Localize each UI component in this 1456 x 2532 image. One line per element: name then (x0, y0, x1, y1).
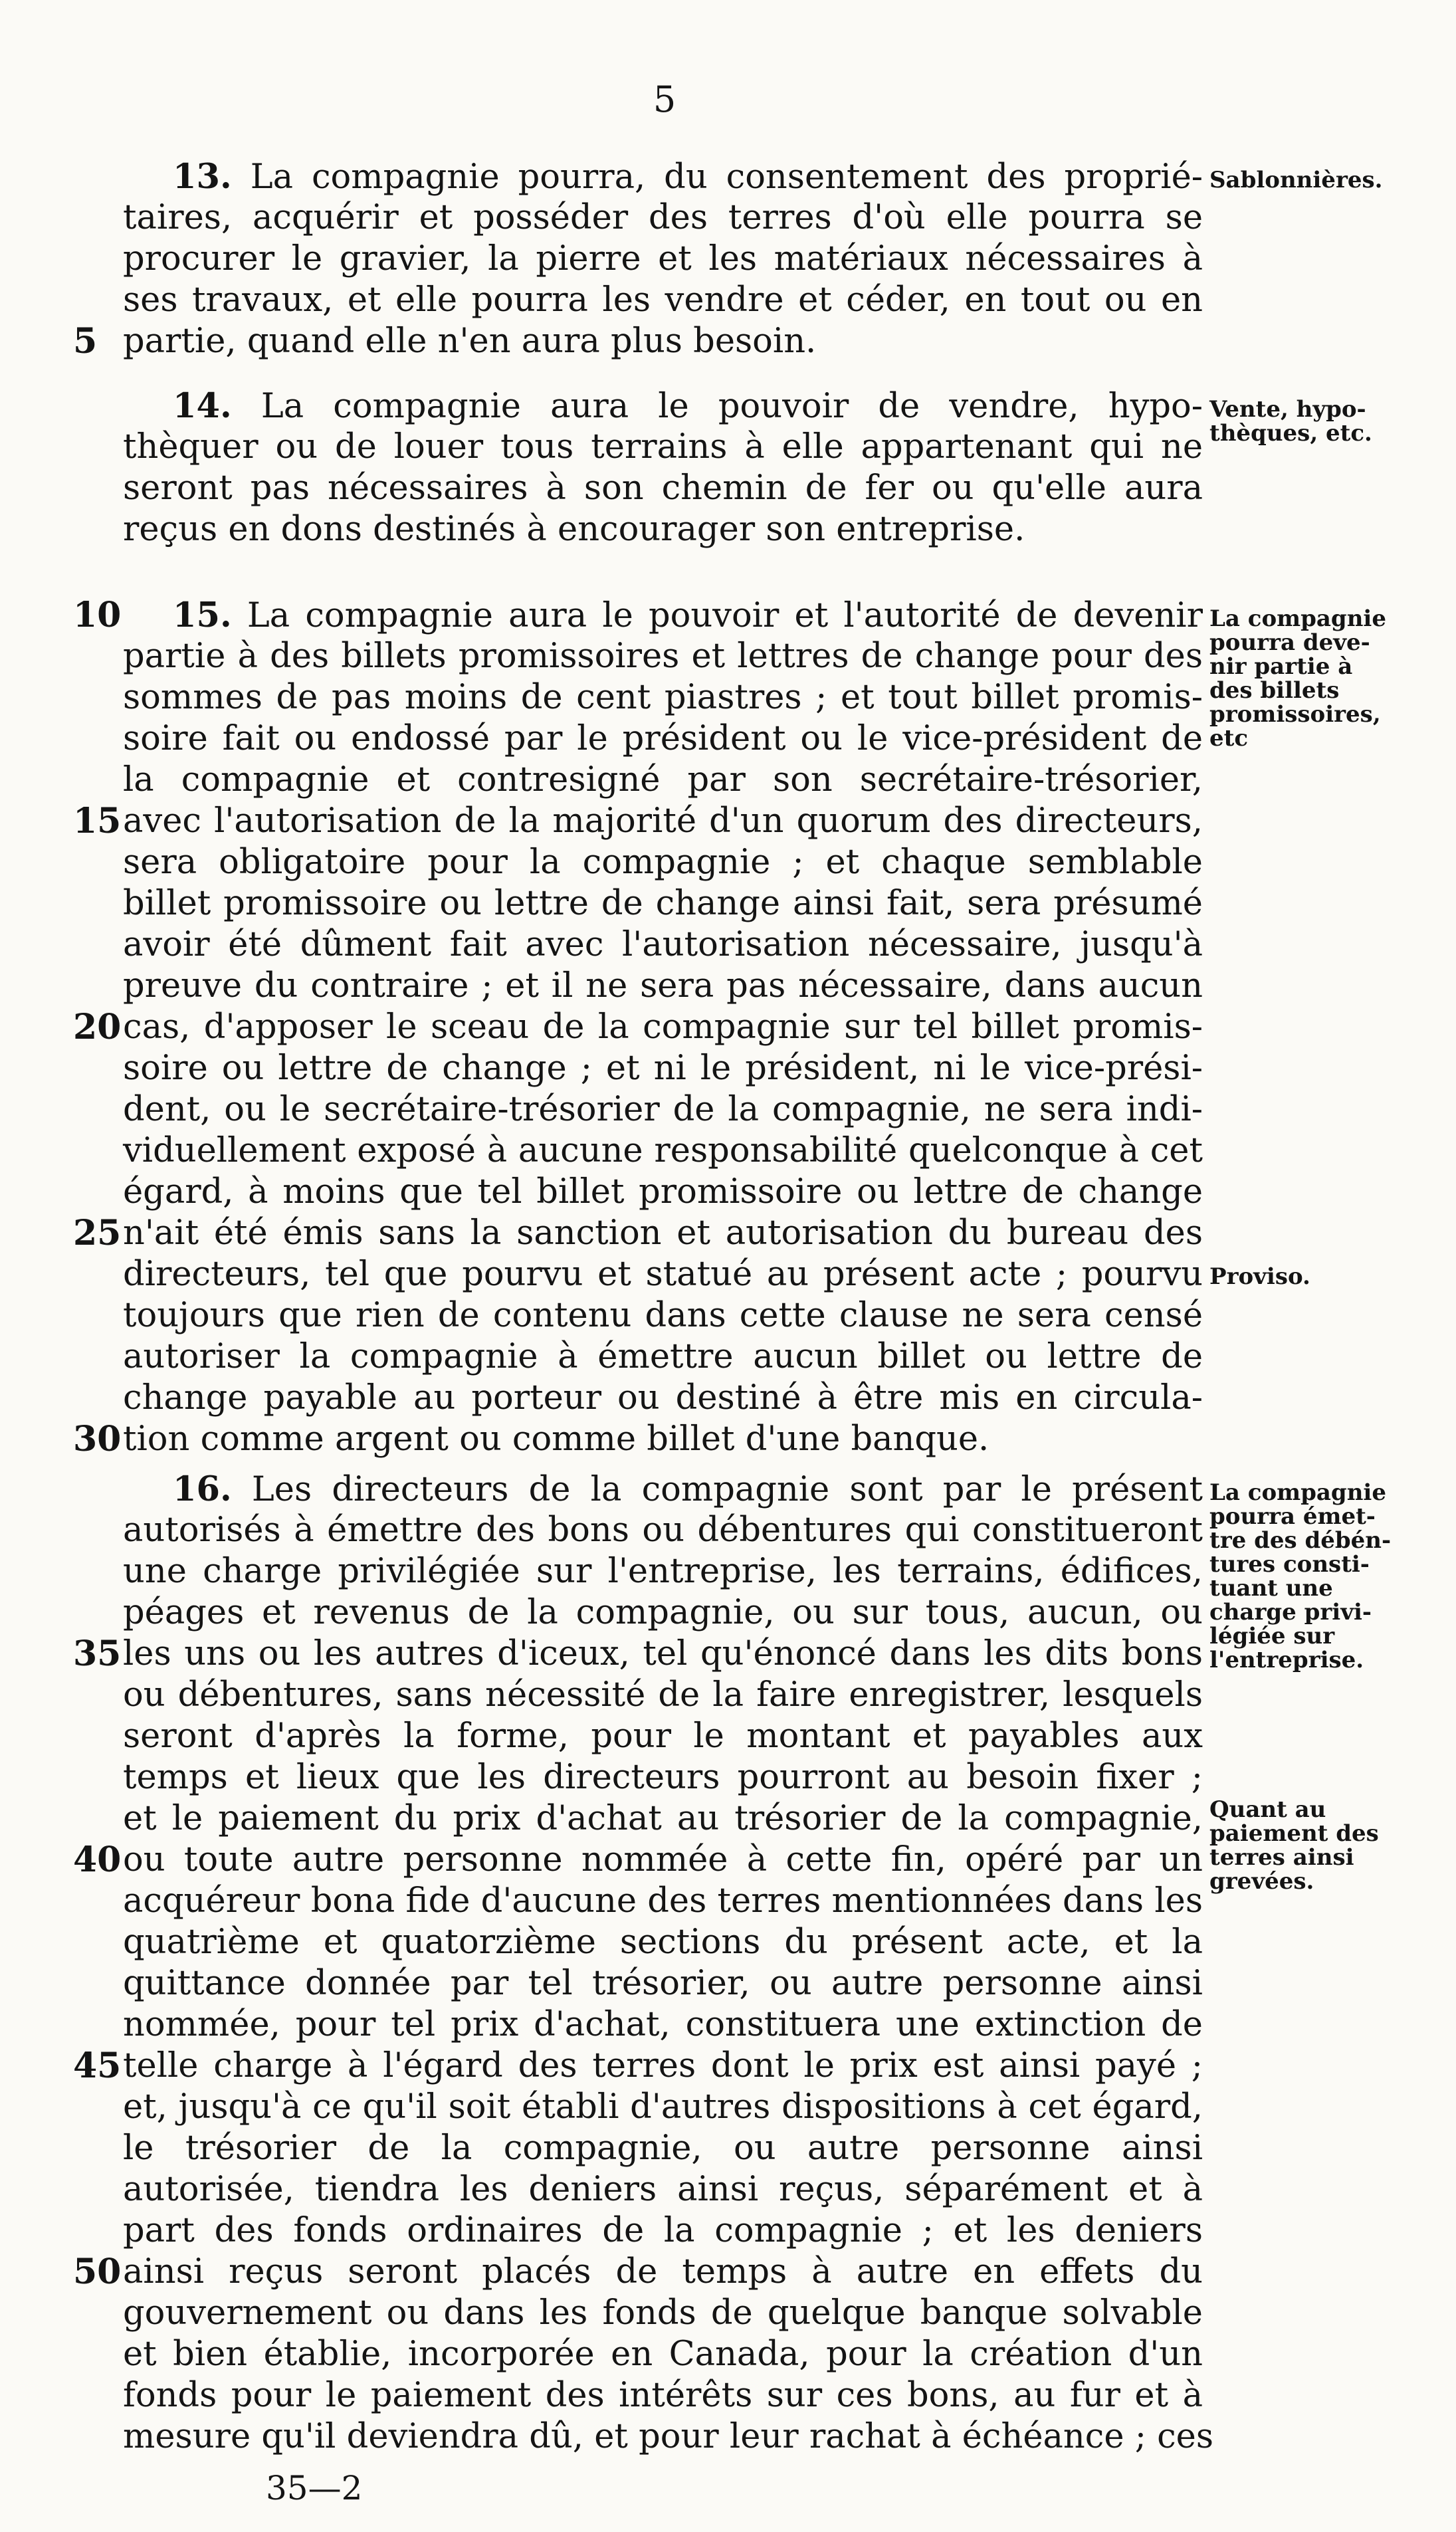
margin-note: Quant au paiement des terres ainsi grevées. (1209, 1796, 1379, 1895)
section-number: 16. (173, 1469, 232, 1509)
section-number: 14. (173, 386, 232, 426)
text-line: tion comme argent ou comme billet d'une banque. (123, 1420, 989, 1459)
section-14-text (123, 385, 1203, 550)
text-line: 15. La compagnie aura le pouvoir et l'autorité de devenir (173, 595, 1203, 635)
text-line: sera obligatoire pour la compagnie ; et chaque semblable (123, 843, 1203, 882)
line-number: 45 (73, 2046, 122, 2086)
text-line: sommes de pas moins de cent piastres ; et tout billet promis- (123, 678, 1203, 717)
text-line: égard, à moins que tel billet promissoire ou lettre de change (123, 1172, 1203, 1212)
text-line: mesure qu'il deviendra dû, et pour leur rachat à échéance ; ces (123, 2417, 1214, 2456)
text-line: thèquer ou de louer tous terrains à elle appartenant qui ne (123, 427, 1203, 467)
text-line: et le paiement du prix d'achat au trésorier de la compagnie, (123, 1799, 1203, 1838)
text-line: billet promissoire ou lettre de change ainsi fait, sera présumé (123, 884, 1203, 923)
text-line: seront pas nécessaires à son chemin de fer ou qu'elle aura (123, 469, 1203, 508)
text-line: quatrième et quatorzième sections du présent acte, et la (123, 1923, 1203, 1962)
line-number: 25 (73, 1213, 122, 1253)
text-line: partie, quand elle n'en aura plus besoin. (123, 322, 817, 361)
text-line: la compagnie et contresigné par son secrétaire-trésorier, (123, 760, 1203, 799)
text-line: viduellement exposé à aucune responsabilité quelconque à cet (123, 1131, 1203, 1170)
line-number: 35 (73, 1634, 122, 1674)
text-line: et bien établie, incorporée en Canada, pour la création d'un (123, 2335, 1203, 2374)
text-line: toujours que rien de contenu dans cette clause ne sera censé (123, 1296, 1203, 1335)
text-line: une charge privilégiée sur l'entreprise, les terrains, édifices, (123, 1552, 1203, 1591)
section-number: 15. (173, 595, 232, 635)
text-line: quittance donnée par tel trésorier, ou autre personne ainsi (123, 1964, 1203, 2003)
text-line: fonds pour le paiement des intérêts sur ces bons, au fur et à (123, 2376, 1203, 2415)
text-line: cas, d'apposer le sceau de la compagnie sur tel billet promis- (123, 1007, 1203, 1047)
text-line: 13. La compagnie pourra, du consentement des proprié- (173, 157, 1203, 197)
text-line: directeurs, tel que pourvu et statué au présent acte ; pourvu (123, 1255, 1203, 1294)
section-15-text (123, 595, 1203, 1460)
text-line: dent, ou le secrétaire-trésorier de la compagnie, ne sera indi- (123, 1090, 1203, 1129)
text-line: telle charge à l'égard des terres dont le prix est ainsi payé ; (123, 2046, 1203, 2085)
signature-mark: 35—2 (266, 2469, 363, 2507)
line-number: 5 (73, 321, 98, 362)
text-line: seront d'après la forme, pour le montant et payables aux (123, 1717, 1203, 1756)
line-number: 30 (73, 1419, 122, 1459)
margin-note: Vente, hypo- thèques, etc. (1209, 396, 1372, 447)
text-line: part des fonds ordinaires de la compagnie ; et les deniers (123, 2211, 1203, 2250)
margin-note: Sablonnières. (1209, 167, 1383, 193)
text-line: autorisée, tiendra les deniers ainsi reçus, séparément et à (123, 2170, 1203, 2209)
text-line: ou débentures, sans nécessité de la faire enregistrer, lesquels (123, 1675, 1203, 1715)
text-line: preuve du contraire ; et il ne sera pas nécessaire, dans aucun (123, 966, 1203, 1005)
text-line: nommée, pour tel prix d'achat, constituera une extinction de (123, 2005, 1203, 2044)
section-16-text (123, 1469, 1214, 2458)
text-line: soire fait ou endossé par le président ou le vice-président de (123, 719, 1203, 758)
text-line: change payable au porteur ou destiné à être mis en circula- (123, 1378, 1203, 1418)
text-line: autoriser la compagnie à émettre aucun billet ou lettre de (123, 1337, 1203, 1376)
section-number: 13. (173, 157, 232, 197)
text-line: n'ait été émis sans la sanction et autorisation du bureau des (123, 1213, 1203, 1253)
text-line: soire ou lettre de change ; et ni le président, ni le vice-prési- (123, 1049, 1203, 1088)
text-line: autorisés à émettre des bons ou débentures qui constitueront (123, 1511, 1203, 1550)
text-line: péages et revenus de la compagnie, ou sur tous, aucun, ou (123, 1593, 1203, 1632)
line-number: 10 (73, 595, 122, 635)
line-number: 20 (73, 1007, 122, 1047)
text-line: acquéreur bona fide d'aucune des terres mentionnées dans les (123, 1881, 1203, 1921)
text-line: ou toute autre personne nommée à cette fin, opéré par un (123, 1840, 1203, 1879)
text-line: taires, acquérir et posséder des terres d'où elle pourra se (123, 198, 1203, 237)
text-line: reçus en dons destinés à encourager son entreprise. (123, 510, 1025, 549)
margin-note: La compagnie pourra deve- nir partie à des billets promissoires, etc (1209, 605, 1386, 752)
text-line: avec l'autorisation de la majorité d'un quorum des directeurs, (123, 801, 1203, 841)
text-line: temps et lieux que les directeurs pourront au besoin fixer ; (123, 1758, 1203, 1797)
text-line: partie à des billets promissoires et lettres de change pour des (123, 637, 1203, 676)
text-line: ses travaux, et elle pourra les vendre et céder, en tout ou en (123, 280, 1203, 320)
margin-note: La compagnie pourra émet- tre des débén- tures consti- tuant une charge privi- légiée sur l'entreprise. (1209, 1479, 1392, 1673)
page-number: 5 (653, 78, 676, 120)
text-line: les uns ou les autres d'iceux, tel qu'énoncé dans les dits bons (123, 1634, 1203, 1673)
line-number: 15 (73, 801, 122, 841)
text-line: et, jusqu'à ce qu'il soit établi d'autres dispositions à cet égard, (123, 2087, 1203, 2127)
proviso-note: Proviso. (1209, 1263, 1310, 1290)
text-line: procurer le gravier, la pierre et les matériaux nécessaires à (123, 239, 1203, 278)
line-number: 50 (73, 2252, 122, 2292)
text-line: 16. Les directeurs de la compagnie sont par le présent (173, 1469, 1203, 1509)
section-13-text (123, 156, 1203, 362)
line-number: 40 (73, 1840, 122, 1880)
text-line: 14. La compagnie aura le pouvoir de vendre, hypo- (173, 386, 1203, 426)
text-line: gouvernement ou dans les fonds de quelque banque solvable (123, 2293, 1203, 2333)
text-line: ainsi reçus seront placés de temps à autre en effets du (123, 2252, 1203, 2291)
text-line: le trésorier de la compagnie, ou autre personne ainsi (123, 2129, 1203, 2168)
text-line: avoir été dûment fait avec l'autorisation nécessaire, jusqu'à (123, 925, 1203, 964)
